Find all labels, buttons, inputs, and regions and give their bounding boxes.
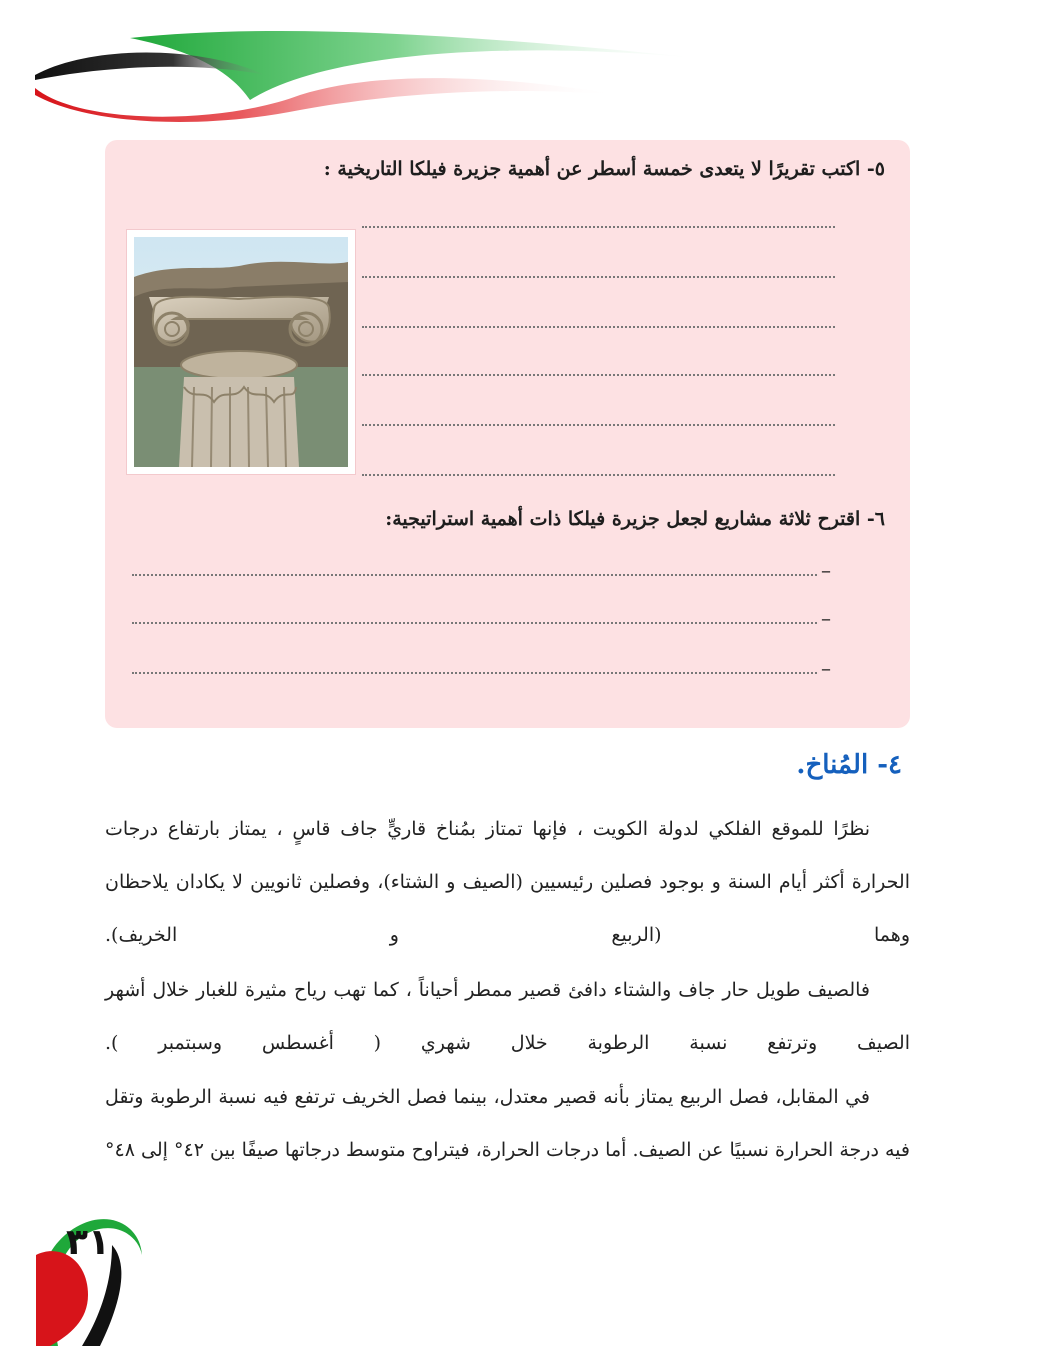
proposal-line[interactable] [132,622,817,624]
bullet-dash: – [821,558,831,582]
page-corner-flag [0,1185,200,1346]
ionic-column-capital-photo-icon [134,237,348,467]
answer-line[interactable] [362,374,835,376]
paragraph: في المقابل، فصل الربيع يمتاز بأنه قصير معتدل، بينما فصل الخريف ترتفع فيه نسبة الرطوبة وتقل فيه درجة الحرارة نسبيًا عن الصيف. أما درجات الحرارة، فيتراوح متوسط درجاتها صيفًا بين ٤٢° إلى ٤٨° [105,1086,911,1161]
bullet-dash: – [821,606,831,630]
paragraph: فالصيف طويل حار جاف والشتاء دافئ قصير ممطر أحياناً ، كما تهب رياح مثيرة للغبار خلال أشهر الصيف وترتفع نسبة الرطوبة خلال شهري ( أغسطس وسبتمبر ). [105,979,910,1054]
answer-line[interactable] [362,276,835,278]
question-6: ٦- اقترح ثلاثة مشاريع لجعل جزيرة فيلكا ذات أهمية استراتيجية: [385,508,885,530]
proposal-line[interactable] [132,574,817,576]
bullet-dash: – [821,656,831,680]
ionic-column-photo [127,230,355,474]
answer-line[interactable] [362,474,835,476]
page-number: ٣١ [66,1222,110,1263]
paragraph: نظرًا للموقع الفلكي لدولة الكويت ، فإنها تمتاز بمُناخ قاريٍّ جاف قاسٍ ، يمتاز بارتفاع درجات الحرارة أكثر أيام السنة و بوجود فصلين رئيسيين (الصيف و الشتاء)، وفصلين ثانويين لا يكادان يلاحظان وهما (الربيع و الخريف). [105,818,910,946]
proposal-line[interactable] [132,672,817,674]
answer-line[interactable] [362,326,835,328]
answer-line[interactable] [362,226,835,228]
exercise-box [105,140,910,728]
question-5: ٥- اكتب تقريرًا لا يتعدى خمسة أسطر عن أهمية جزيرة فيلكا التاريخية : [323,158,885,180]
section-title: ٤- المُناخ. [796,750,902,780]
flag-swoosh-banner [0,0,1062,130]
answer-line[interactable] [362,424,835,426]
